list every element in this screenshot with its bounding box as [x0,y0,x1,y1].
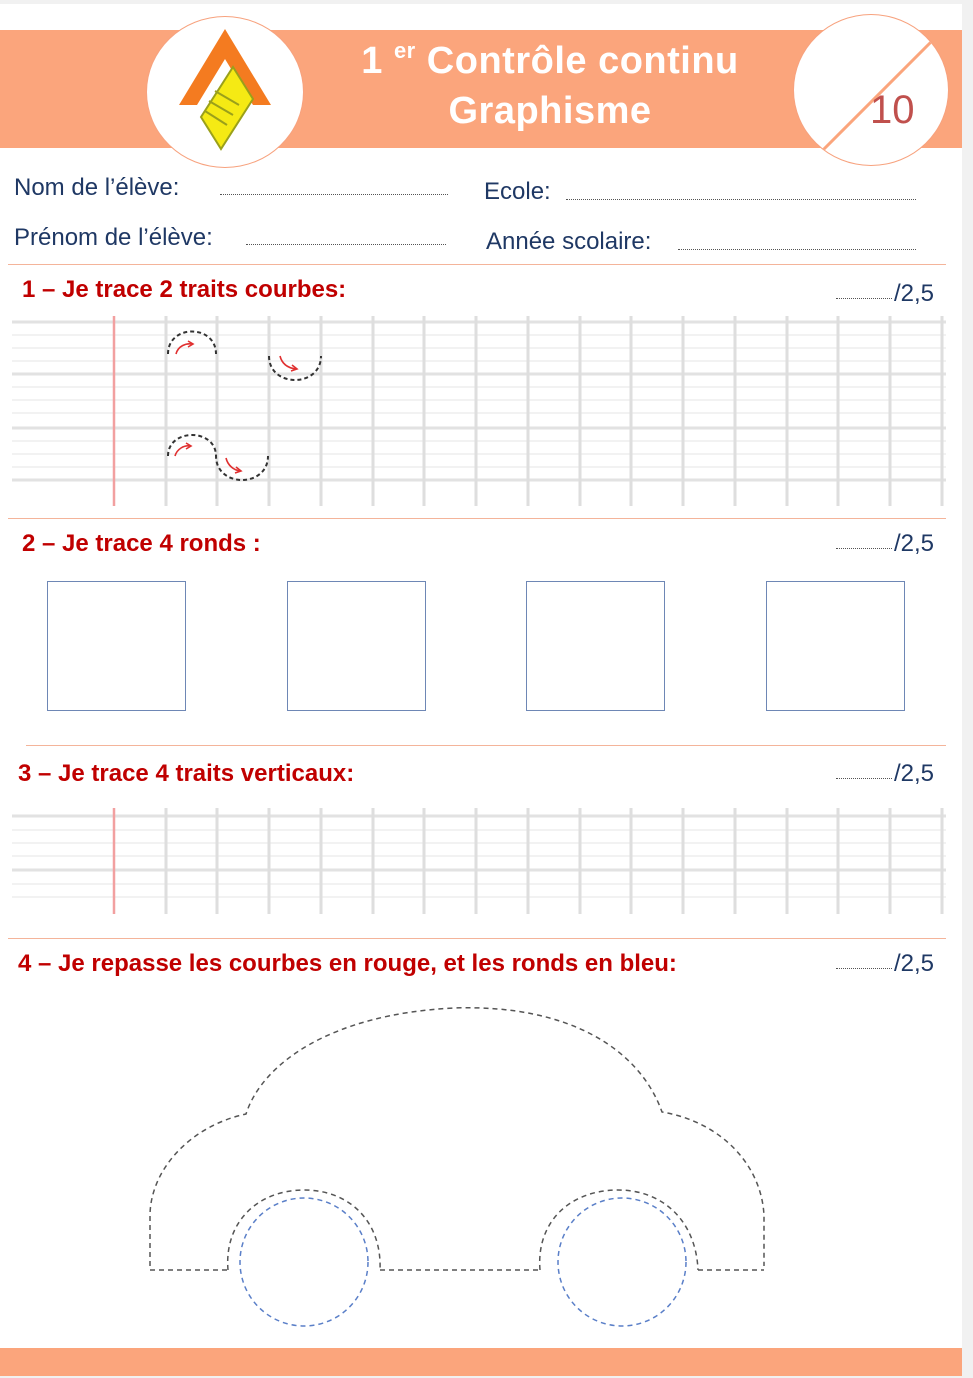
separator [8,518,946,519]
drawing-box-1[interactable] [47,581,186,711]
school-year-field[interactable] [678,249,916,250]
worksheet-page [0,4,962,1376]
drawing-box-3[interactable] [526,581,665,711]
page-title: 1 $^{er}$ Contrôle continu [361,38,739,82]
question-3-title: 3 – Je trace 4 traits verticaux: [18,760,355,787]
car-tracing-figure [0,994,962,1334]
school-logo-icon [147,17,303,167]
student-firstname-field[interactable] [246,244,446,245]
student-name-label: Nom de l’élève: [14,174,180,201]
footer-band [0,1348,962,1376]
question-2-title: 2 – Je trace 4 ronds : [22,530,261,557]
school-field[interactable] [566,199,916,200]
question-2-points: /2,5 [836,530,934,558]
student-name-field[interactable] [220,194,448,195]
page-subtitle: Graphisme [448,90,652,132]
separator [8,938,946,939]
writing-grid-2 [0,800,946,920]
student-firstname-label: Prénom de l’élève: [14,224,213,251]
school-label: Ecole: [484,178,551,205]
total-score: 10 [870,88,915,132]
question-1-title: 1 – Je trace 2 traits courbes: [22,276,347,303]
question-1-points: /2,5 [836,280,934,308]
logo-badge [146,16,304,168]
question-3-points: /2,5 [836,760,934,788]
school-year-label: Année scolaire: [486,228,652,255]
writing-grid-1 [0,310,946,510]
separator [8,264,946,265]
drawing-box-4[interactable] [766,581,905,711]
separator [26,745,946,746]
question-4-points: /2,5 [836,950,934,978]
question-4-title: 4 – Je repasse les courbes en rouge, et les ronds en bleu: [18,950,677,977]
drawing-box-2[interactable] [287,581,426,711]
